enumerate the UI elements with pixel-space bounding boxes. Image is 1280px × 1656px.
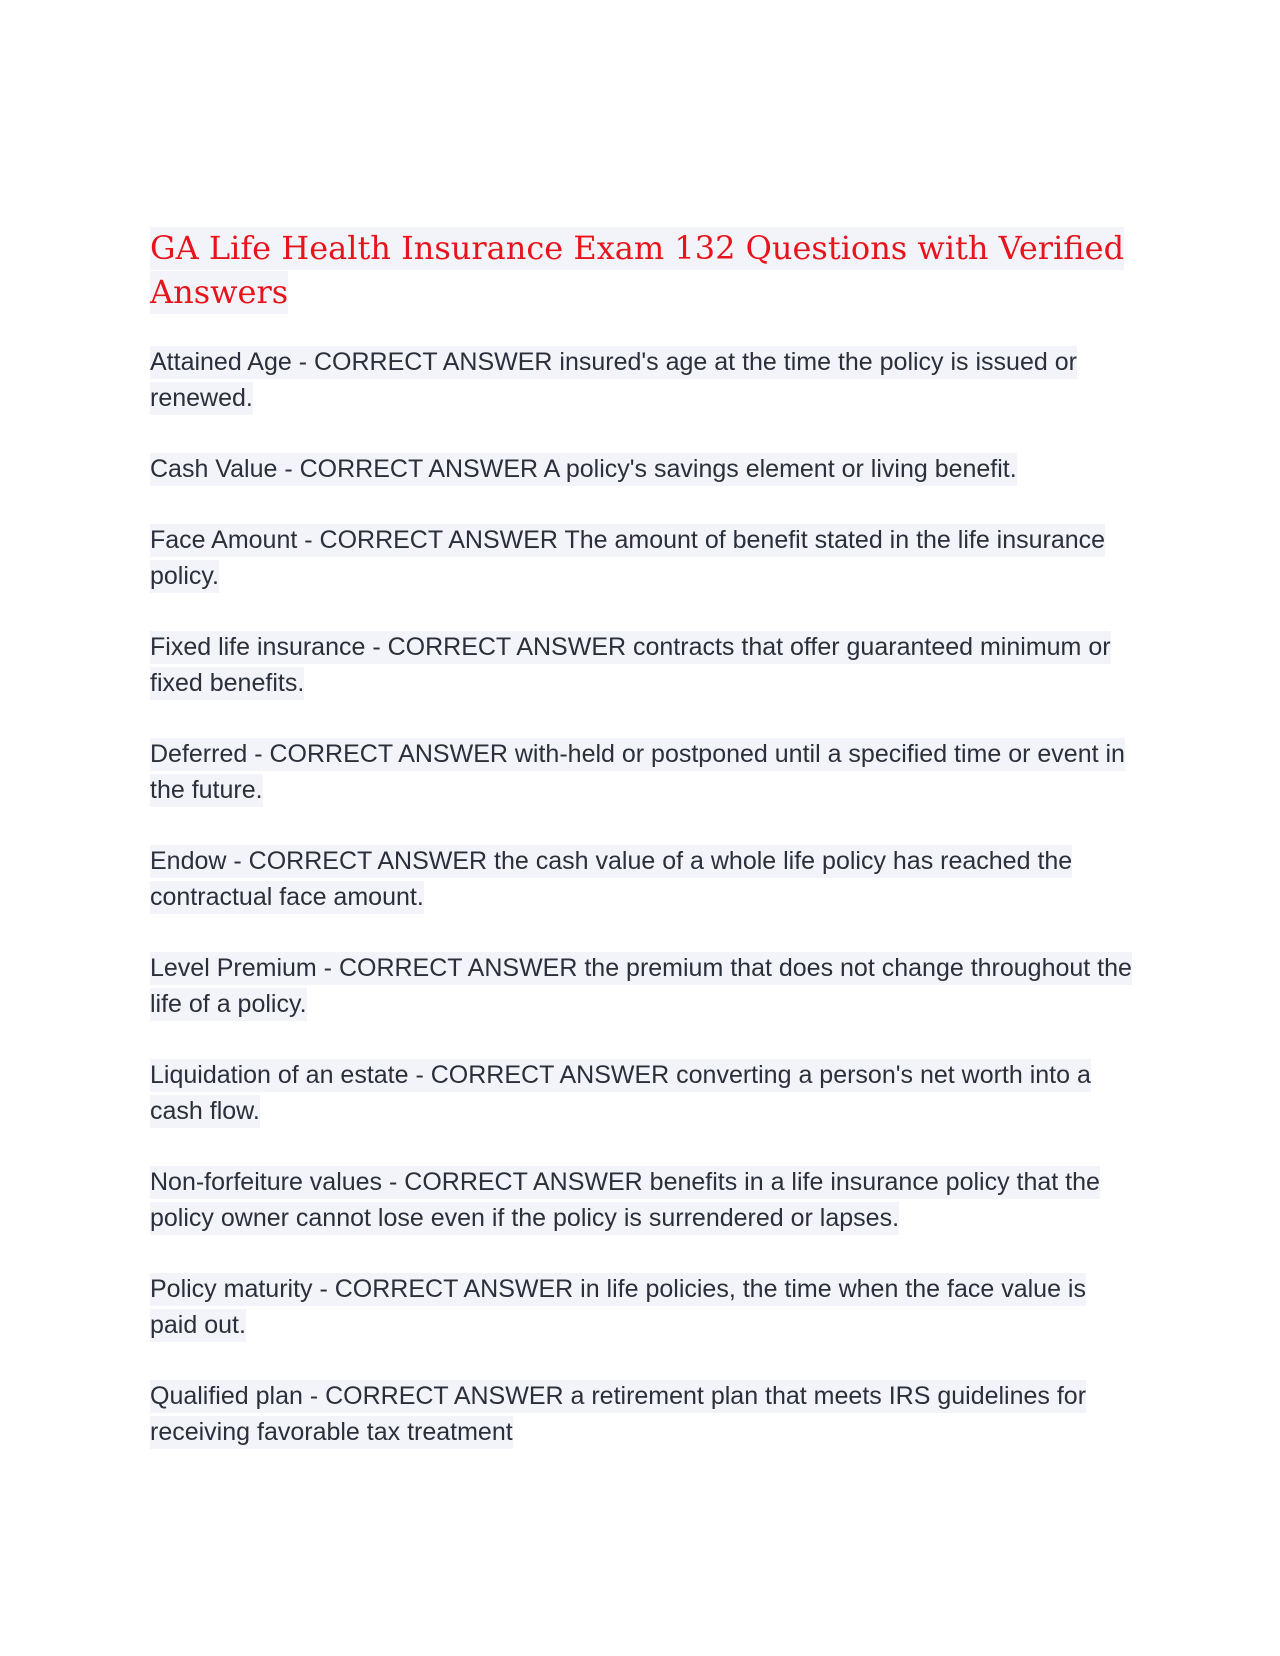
qa-entry	[150, 451, 1140, 487]
qa-entry-text: Fixed life insurance - CORRECT ANSWER contracts that offer guaranteed minimum or fixed benefits.	[150, 631, 1111, 700]
qa-entry	[150, 736, 1140, 808]
qa-entry-text: Liquidation of an estate - CORRECT ANSWER converting a person's net worth into a cash flow.	[150, 1059, 1091, 1128]
qa-entry-text: Deferred - CORRECT ANSWER with-held or postponed until a specified time or event in the future.	[150, 738, 1125, 807]
qa-entry	[150, 522, 1140, 594]
qa-entry	[150, 843, 1140, 915]
document-page	[150, 226, 1140, 1485]
document-title	[150, 226, 1140, 314]
qa-entry	[150, 629, 1140, 701]
qa-entry-text: Cash Value - CORRECT ANSWER A policy's savings element or living benefit.	[150, 453, 1017, 486]
qa-entry-text: Policy maturity - CORRECT ANSWER in life policies, the time when the face value is paid out.	[150, 1273, 1086, 1342]
qa-entry	[150, 344, 1140, 416]
qa-entry-text: Non-forfeiture values - CORRECT ANSWER benefits in a life insurance policy that the policy owner cannot lose even if the policy is surrendered or lapses.	[150, 1166, 1100, 1235]
qa-entry	[150, 950, 1140, 1022]
qa-entry-text: Face Amount - CORRECT ANSWER The amount of benefit stated in the life insurance policy.	[150, 524, 1105, 593]
qa-entry	[150, 1164, 1140, 1236]
qa-entry	[150, 1271, 1140, 1343]
qa-entry	[150, 1378, 1140, 1450]
qa-entry-text: Qualified plan - CORRECT ANSWER a retirement plan that meets IRS guidelines for receiving favorable tax treatment	[150, 1380, 1086, 1449]
document-title-text: GA Life Health Insurance Exam 132 Questions with Verified Answers	[150, 227, 1124, 314]
qa-entry-text: Attained Age - CORRECT ANSWER insured's age at the time the policy is issued or renewed.	[150, 346, 1077, 415]
qa-entry-text: Endow - CORRECT ANSWER the cash value of a whole life policy has reached the contractual face amount.	[150, 845, 1072, 914]
qa-entry-text: Level Premium - CORRECT ANSWER the premium that does not change throughout the life of a policy.	[150, 952, 1132, 1021]
qa-entry	[150, 1057, 1140, 1129]
